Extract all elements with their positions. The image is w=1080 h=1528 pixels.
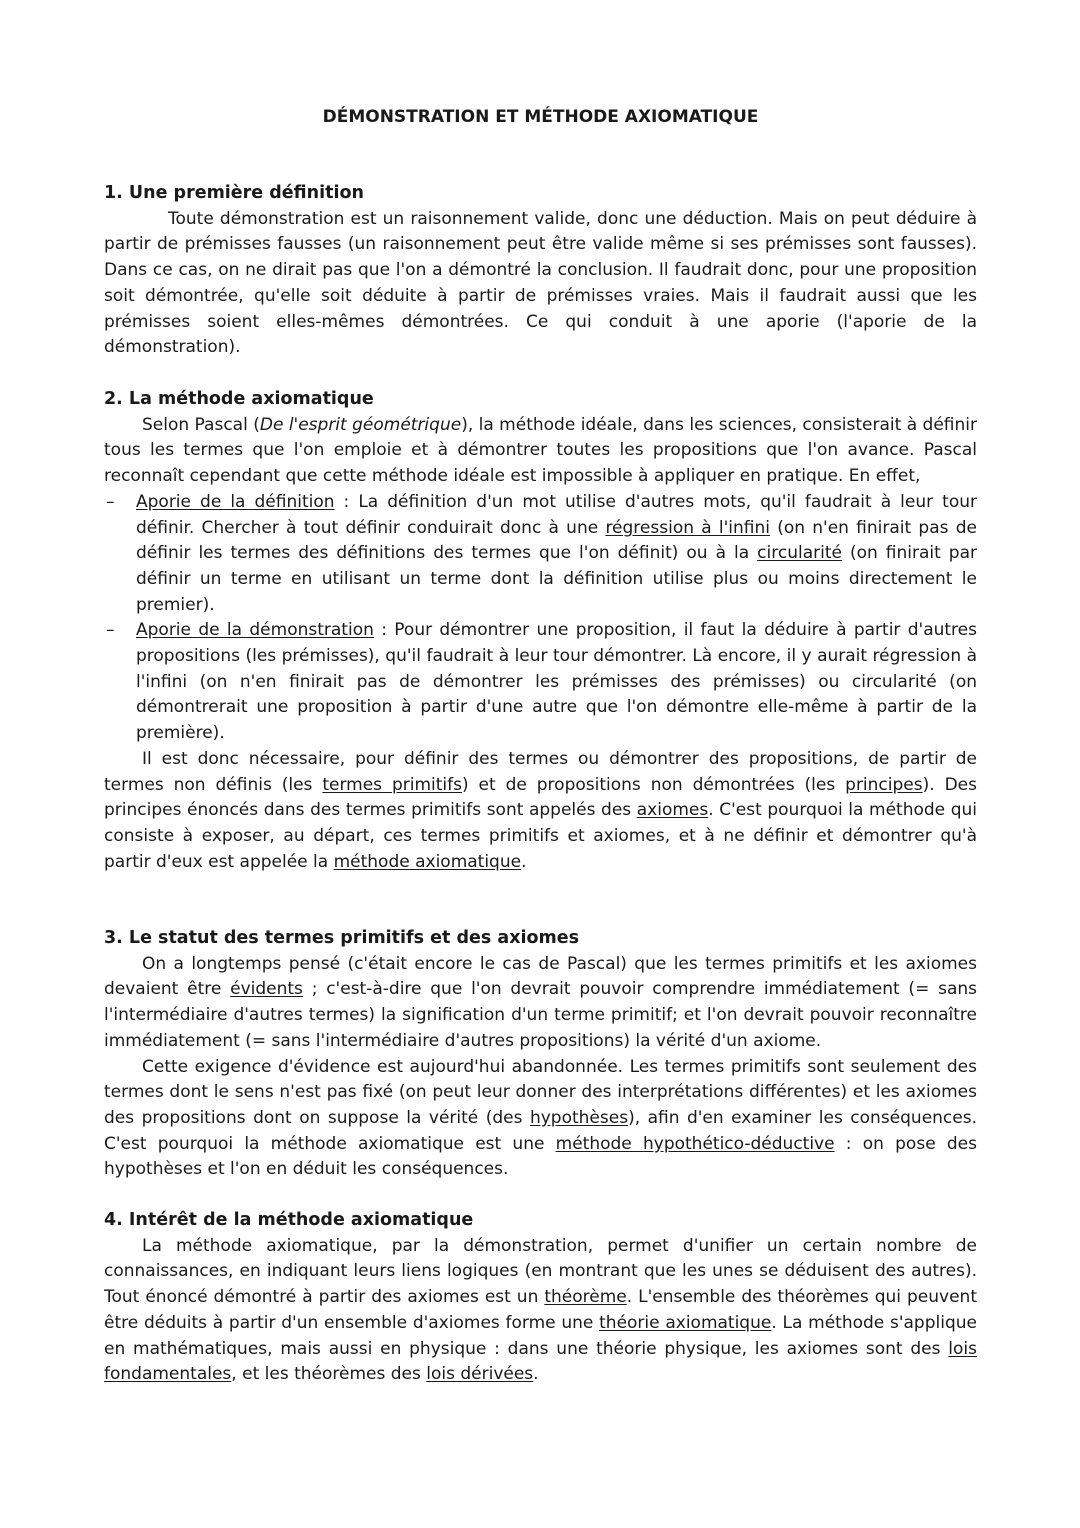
key-term: théorème [544, 1287, 627, 1308]
book-title: De l'esprit géométrique [259, 414, 462, 435]
text-span: ). Des principes énoncés dans des termes primitifs sont appelés des [104, 774, 977, 821]
section-4-paragraph [104, 1234, 977, 1388]
key-term: théorie axiomatique [599, 1312, 772, 1333]
section-1-paragraph: Toute démonstration est un raisonnement valide, donc une déduction. Mais on peut déduire à partir de prémisses fausses (un raisonnement peut être valide même si ses prémisses sont fausses). Dans ce cas, on ne dirait pas que l'on a démontré la conclusion. Il faudrait donc, pour une proposition soit démontrée, qu'elle soit déduite à partir de prémisses vraies. Mais il faudrait aussi que les prémisses soient elles-mêmes démontrées. Ce qui conduit à une aporie (l'aporie de la démonstration). [104, 208, 977, 358]
key-term: régression à l'infini [605, 517, 770, 538]
text-span: Selon Pascal ( [142, 414, 260, 435]
text-span: (on n'en finirait pas de définir les termes des définitions des termes que l'on définit) ou à la [136, 517, 977, 564]
text-span: (on finirait par définir un terme en utilisant un terme dont la définition utilise plus ou moins directement le premier). [136, 543, 978, 615]
key-term: méthode hypothético-déductive [555, 1133, 835, 1154]
section-1-heading: 1. Une première définition [104, 183, 364, 203]
text-span: : Pour démontrer une proposition, il faut la déduire à partir d'autres propositions (les prémisses), qu'il faudrait à leur tour démontrer. Là encore, il y aurait régression à l'infini (on n'en finirait pas de démontrer les prémisses des prémisses) ou circularité (on démontrerait une proposition à partir d'une autre que l'on démontre elle-même à partir de la première). [136, 620, 977, 744]
section-2-paragraph-1 [104, 413, 977, 490]
document-title: DÉMONSTRATION ET MÉTHODE AXIOMATIQUE [322, 107, 759, 127]
key-term: méthode axiomatique [333, 851, 522, 872]
text-span: ), afin d'en examiner les conséquences. C'est pourquoi la méthode axiomatique est une [104, 1107, 977, 1154]
text-span: . C'est pourquoi la méthode qui consiste à exposer, au départ, ces termes primitifs et axiomes, et à ne définir et démontrer qu'à partir d'eux est appelée la [104, 800, 977, 872]
section-2 [104, 387, 977, 875]
key-term: Aporie de la démonstration [136, 620, 374, 641]
text-span: : La définition d'un mot utilise d'autres mots, qu'il faudrait à leur tour définir. Chercher à tout définir conduirait donc à une [136, 491, 977, 538]
text-span: . [533, 1364, 539, 1385]
key-term: évidents [230, 979, 303, 1000]
key-term: lois fondamentales [104, 1338, 977, 1385]
section-4-heading: 4. Intérêt de la méthode axiomatique [104, 1210, 474, 1230]
key-term: lois dérivées [426, 1364, 534, 1385]
text-span: ), la méthode idéale, dans les sciences, consisterait à définir tous les termes que l'on emploie et à démontrer toutes les propositions que l'on avance. Pascal reconnaît cependant que cette méthode idéale est impossible à appliquer en pratique. En effet, [104, 414, 977, 487]
list-item [104, 490, 977, 619]
text-span: On a longtemps pensé (c'était encore le cas de Pascal) que les termes primitifs et les axiomes devaient être [104, 953, 977, 1000]
section-1 [104, 181, 977, 361]
key-term: circularité [757, 543, 842, 564]
section-2-paragraph-2 [104, 747, 977, 876]
list-item [104, 618, 977, 747]
text-span: ) et de propositions non démontrées (les [461, 774, 846, 795]
section-3-paragraph-1 [104, 952, 977, 1055]
key-term: Aporie de la définition [136, 491, 335, 512]
aporia-list [104, 490, 977, 747]
dash-marker: – [106, 620, 115, 641]
text-span: : on pose des hypothèses et l'on en déduit les conséquences. [104, 1133, 977, 1180]
text-span: , et les théorèmes des [231, 1364, 427, 1385]
section-2-heading: 2. La méthode axiomatique [104, 389, 374, 409]
section-3-heading: 3. Le statut des termes primitifs et des axiomes [104, 928, 580, 948]
section-3 [104, 926, 977, 1183]
text-span: . [521, 851, 527, 872]
section-3-paragraph-2 [104, 1055, 977, 1184]
text-span: La méthode axiomatique, par la démonstration, permet d'unifier un certain nombre de connaissances, en indiquant leurs liens logiques (en montrant que les unes se déduisent des autres). Tout énoncé démontré à partir des axiomes est un [104, 1235, 977, 1308]
text-span: . La méthode s'applique en mathématiques, mais aussi en physique : dans une théorie physique, les axiomes sont des [104, 1312, 977, 1359]
key-term: axiomes [636, 800, 709, 821]
text-span: Il est donc nécessaire, pour définir des termes ou démontrer des propositions, de partir de termes non définis (les [104, 748, 977, 795]
section-4 [104, 1208, 977, 1388]
key-term: hypothèses [529, 1107, 629, 1128]
key-term: termes primitifs [322, 774, 462, 795]
dash-marker: – [106, 491, 115, 512]
key-term: principes [845, 774, 923, 795]
text-span: . L'ensemble des théorèmes qui peuvent être déduits à partir d'un ensemble d'axiomes forme une [104, 1287, 977, 1333]
text-span: Cette exigence d'évidence est aujourd'hui abandonnée. Les termes primitifs sont seulement des termes dont le sens n'est pas fixé (on peut leur donner des interprétations différentes) et les axiomes des propositions dont on suppose la vérité (des [104, 1056, 977, 1128]
text-span: ; c'est-à-dire que l'on devrait pouvoir comprendre immédiatement (= sans l'intermédiaire d'autres termes) la signification d'un terme primitif; et l'on devrait pouvoir reconnaître immédiatement (= sans l'intermédiaire d'autres propositions) la vérité d'un axiome. [104, 979, 977, 1051]
